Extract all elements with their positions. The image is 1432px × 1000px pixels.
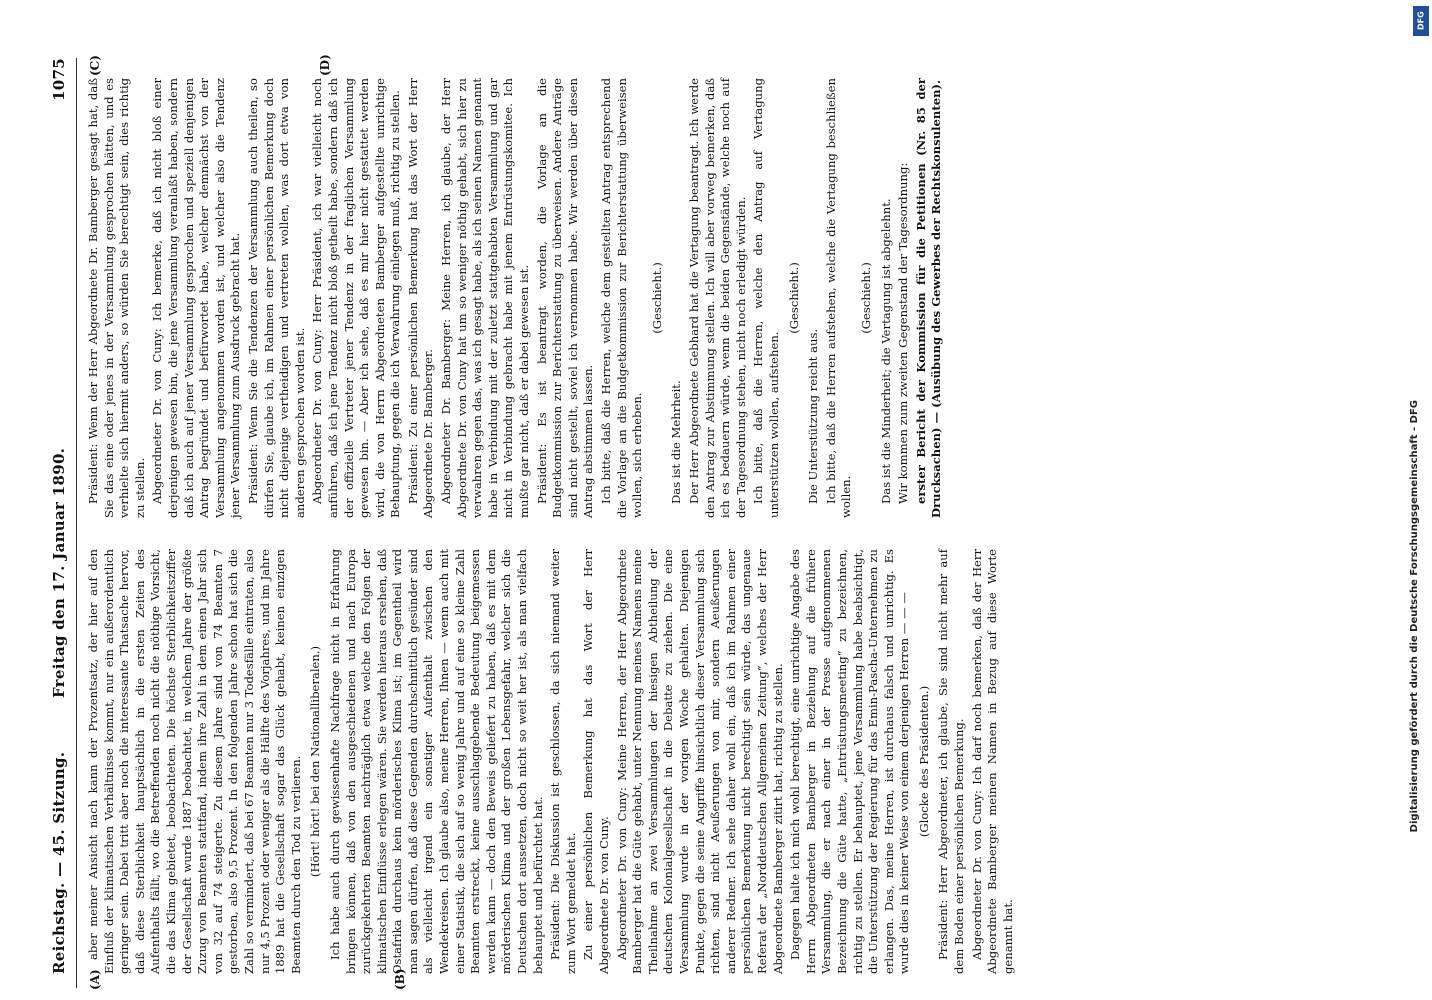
paragraph: Die Unterstützung reicht aus. [806, 328, 821, 504]
page-number: 1075 [50, 58, 68, 101]
paragraph: Zu einer persönlichen Bemerkung hat das Wort der Herr Abgeordnete Dr. von Cuny. [581, 549, 611, 974]
interjection: (Hört! hört! bei den Nationalliberalen.) [308, 645, 323, 878]
paragraph: Präsident: Wenn Sie die Tendenzen der Versammlung auch theilen, so dürfen Sie, glaube ich, im Rahmen einer persönlichen Bemerkung doch nicht diejenige vertheidigen und vertreten wollen, was dort etwa von anderen gesprochen worden ist. [245, 78, 307, 518]
paragraph: Das ist die Mehrheit. [669, 380, 684, 504]
paragraph: Präsident: Es ist beantragt worden, die Vorlage an die Budgetkommission zur Berichterstattung zu überweisen. Andere Anträge sind nicht gestellt, soviel ich vernommen habe. Wir werden über diesen Antrag abstimmen lassen. [534, 78, 596, 518]
paragraph: Ich habe auch durch gewissenhafte Nachfrage nicht in Erfahrung bringen können, daß von den ausgeschiedenen und nach Europa zurückgekehrten Beamten nachträglich etwa welche den Folgen der klimatischen Einflüsse erlegen wären. Sie werden hieraus ersehen, daß Ostafrika durchaus kein mörderisches Klima ist; im Gegentheil wird man sagen dürfen, daß diese Gegenden durchschnittlich gesünder sind als vielleicht irgend ein sonstiger Aufenthalt zwischen den Wendekreisen. Ich glaube also, meine Herren, Ihnen — wenn auch mit einer Statistik, die sich auf so wenig Jahre und auf eine so kleine Zahl Beamten erstreckt, keine ausschlaggebende Bedeutung beigemessen werden kann — doch den Beweis geliefert zu haben, daß es mit dem mörderischen Klima und der großen Lebensgefahr, welcher sich die Deutschen dort aussetzen, doch nicht so weit her ist, als man vielfach behauptet und befürchtet hat. [327, 549, 545, 974]
paragraph: Präsident: Herr Abgeordneter, ich glaube, Sie sind nicht mehr auf dem Boden einer persönlichen Bemerkung. [936, 549, 967, 974]
paragraph: Ich bitte, daß die Herren, welche dem gestellten Antrag entsprechend die Vorlage an die Budgetkommission zur Berichterstattung überweisen wollen, sich erheben. [599, 78, 645, 518]
right-column [86, 78, 947, 518]
paragraph: Präsident: Zu einer persönlichen Bemerkung hat das Wort der Herr Abgeordnete Dr. Bamberger. [405, 78, 436, 518]
paragraph: Präsident: Die Diskussion ist geschlossen, da sich niemand weiter zum Wort gemeldet hat. [548, 549, 578, 974]
interjection: (Geschieht.) [649, 262, 664, 334]
header-date: Freitag den 17. Januar 1890. [50, 447, 68, 698]
header-left: Reichstag. — 45. Sitzung. [50, 751, 68, 974]
interjection: (Glocke des Präsidenten.) [916, 685, 931, 838]
interjection: (Geschieht.) [858, 262, 873, 334]
paragraph: Abgeordneter Dr. von Cuny: Ich bemerke, daß ich nicht bloß einer derjenigen gewesen bin, die jene Versammlung veranlaßt haben, sondern daß ich auch auf jener Versammlung gesprochen und speziell denjenigen Antrag begründet und befürwortet habe, welcher demnächst von der Versammlung angenommen worden ist, und welcher also die Tendenz jener Versammlung zum Ausdruck gebracht hat. [150, 78, 243, 518]
paragraph: aber meiner Ansicht nach kann der Prozentsatz, der hier auf den Einfluß der klimatischen Verhältnisse kommt, nur ein außerordentlich geringer sein. Dabei tritt aber noch die interessante Thatsache hervor, daß diese Sterblichkeit hauptsächlich in die ersten Zeiten des Aufenthalts fällt, wo die Betreffenden noch nicht die nöthige Vorsicht, die das Klima gebietet, beobachteten. Die höchste Sterblichkeitsziffer der Gesellschaft wurde 1887 beobachtet, in welchem Jahre der größte Zuzug von Beamten stattfand, indem ihre Zahl in dem einen Jahr sich von 32 auf 74 steigerte. Zu diesem Jahre sind von 74 Beamten 7 gestorben, also 9,5 Prozent. In den folgenden Jahre schon hat sich die Zahl so vermindert, daß bei 67 Beamten nur 3 Todesfälle eintraten, also nur 4,5 Prozent oder weniger als die Hälfte des Vorjahres, und im Jahre 1889 hat die Gesellschaft sogar das Glück gehabt, keinen einzigen Beamten durch den Tod zu verlieren. [86, 549, 303, 974]
rotated-page-content [48, 54, 1408, 990]
margin-mark-a: (A) [88, 969, 102, 990]
page-header [48, 58, 74, 988]
left-column [86, 549, 1018, 974]
paragraph: Das ist die Minderheit; die Vertagung ist abgelehnt. [878, 198, 893, 504]
paragraph: Dagegen halte ich mich wohl berechtigt, eine unrichtige Angabe des Herrn Abgeordneten Bamberger in Beziehung auf die frühere Versammlung, die er nach einer in der Presse aufgenommenen Bezeichnung die Güte hatte, „Entrüstungsmeeting“ zu bezeichnen, richtig zu stellen. Er behauptet, jene Versammlung habe beabsichtigt, die Unterstützung der Regierung für das Emin-Pascha-Unternehmen zu erlangen. Das, meine Herren, ist durchaus falsch und unrichtig. Es wurde dies in keiner Weise von einem derjenigen Herren — — — [788, 549, 912, 974]
paragraph: Abgeordneter Dr. von Cuny: Ich darf noch bemerken, daß der Herr Abgeordnete Bamberger meinen Namen in Bezug auf diese Worte genannt hat. [969, 549, 1015, 974]
paragraph: Ich bitte, daß die Herren, welche den Antrag auf Vertagung unterstützen wollen, aufstehen. [751, 78, 781, 518]
paragraph: Abgeordneter Dr. Bamberger: Meine Herren, ich glaube, der Herr Abgeordnete Dr. von Cuny hat um so weniger nöthig gehabt, sich hier zu verwahren gegen das, was ich gesagt habe, als ich seinen Namen genannt habe in Verbindung mit der zuletzt stattgehabten Versammlung und gar nicht in Verbindung gebracht habe mit jenem Entrüstungskomitee. Ich mußte gar nicht, daß er dabei gewesen ist. [439, 78, 532, 518]
margin-mark-d: (D) [318, 54, 332, 76]
header-rule [76, 58, 77, 988]
paragraph: Präsident: Wenn der Herr Abgeordnete Dr. Bamberger gesagt hat, daß Sie das eine oder jenes in der Versammlung gesprochen hätten, und es verhielte sich hiermit anders, so würden Sie berechtigt sein, dies richtig zu stellen. [86, 78, 147, 518]
interjection: (Geschieht.) [786, 262, 801, 334]
paragraph: Abgeordneter Dr. von Cuny: Herr Präsident, ich war vielleicht noch anführen, daß ich jene Tendenz nicht bloß getheilt habe, sondern daß ich der offizielle Vertreter jener Tendenz in der fraglichen Versammlung gewesen bin. — Aber ich sehe, daß es mir hier nicht gestattet werden wird, die von Herrn Abgeordneten Bamberger aufgestellte unrichtige Behauptung, gegen die ich Verwahrung einlegen muß, richtig zu stellen. [310, 78, 403, 518]
margin-mark-b: (B) [393, 968, 407, 990]
paragraph: Abgeordneter Dr. von Cuny: Meine Herren, der Herr Abgeordnete Bamberger hat die Güte gehabt, unter Nennung meines Namens meine Theilnahme an zwei Versammlungen der hiesigen Abtheilung der deutschen Kolonialgesellschaft in die Debatte zu ziehen. Die eine Versammlung wurde in der vorigen Woche gehalten. Diejenigen Punkte, gegen die seine Angriffe hinsichtlich dieser Versammlung sich richten, sind nicht Aeußerungen von mir, sondern Aeußerungen anderer Redner. Ich sehe daher wohl ein, daß ich im Rahmen einer persönlichen Bemerkung nicht berechtigt sein würde, das ungenaue Referat der „Norddeutschen Allgemeinen Zeitung“, welches der Herr Abgeordnete Bamberger zitirt hat, richtig zu stellen. [614, 549, 785, 974]
paragraph: Der Herr Abgeordnete Gebhard hat die Vertagung beantragt. Ich werde den Antrag zur Abstimmung stellen. Ich will aber vorweg bemerken, daß ich es bedauern würde, wenn die beiden Gegenstände, welche noch auf der Tagesordnung stehen, nicht noch erledigt würden. [686, 78, 748, 518]
margin-mark-c: (C) [88, 55, 102, 76]
paragraph: Wir kommen zum zweiten Gegenstand der Tagesordnung: [896, 162, 911, 504]
agenda-item: erster Bericht der Kommission für die Petitionen (Nr. 85 der Drucksachen) — (Ausübung des Gewerbes der Rechtskonsulenten). [913, 78, 944, 518]
paragraph: Ich bitte, daß die Herren aufstehen, welche die Vertagung beschließen wollen. [823, 78, 854, 518]
dfg-logo-icon: DFG [1413, 6, 1429, 36]
dfg-funding-note: Digitalisierung gefördert durch die Deutsche Forschungsgemeinschaft - DFG [1409, 400, 1420, 833]
